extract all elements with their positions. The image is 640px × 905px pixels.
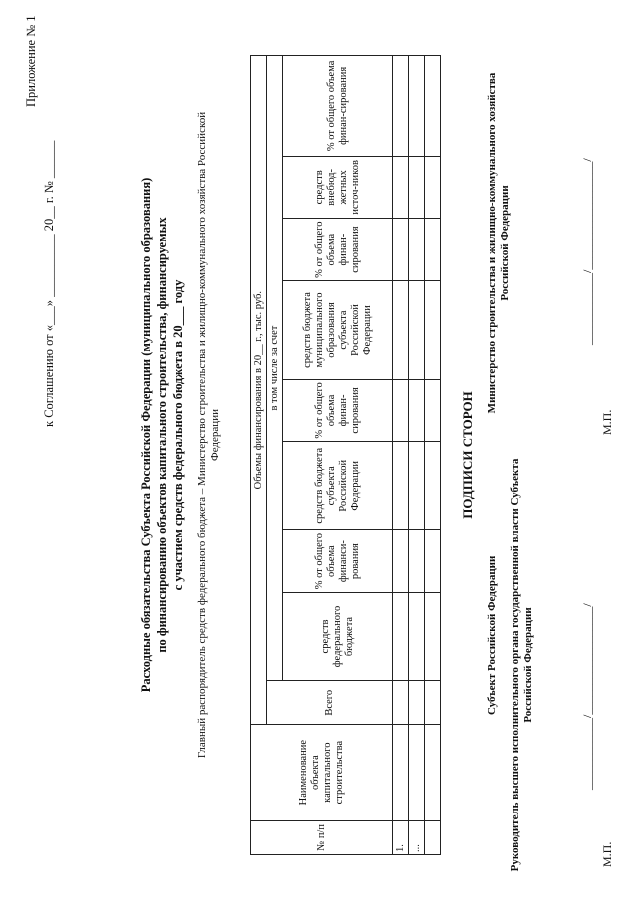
table-cell xyxy=(409,442,425,530)
header-object-name: Наименование объекта капитального строительства xyxy=(251,725,393,820)
header-total: Всего xyxy=(267,681,393,725)
title-line-1: Расходные обязательства Субъекта Российской Федерации (муниципального образования) xyxy=(139,177,153,693)
table-cell xyxy=(425,592,441,680)
table-cell xyxy=(393,156,409,218)
table-cell xyxy=(409,530,425,592)
header-federal-budget: средств федерального бюджета xyxy=(283,592,393,680)
table-cell xyxy=(409,592,425,680)
header-financing-volumes: Объемы финансирования в 20__ г., тыс. руб. xyxy=(251,56,267,725)
table-cell xyxy=(393,725,409,820)
left-signature-line: ____________/__________________/ xyxy=(580,603,594,790)
table-cell xyxy=(409,218,425,280)
left-party-position: Руководитель высшего исполнительного органа государственной власти Субъекта Российской Федерации xyxy=(509,458,534,872)
table-cell xyxy=(409,281,425,379)
table-row xyxy=(425,56,441,855)
table-cell xyxy=(409,725,425,820)
title-line-3: с участием средств федерального бюджета в 20___ году xyxy=(171,279,185,591)
table-row xyxy=(409,56,425,855)
table-cell xyxy=(393,530,409,592)
right-signature-line: ____________/__________________/ xyxy=(580,158,594,345)
table-cell xyxy=(425,156,441,218)
left-seal-label: М.П. xyxy=(600,841,614,867)
table-cell xyxy=(425,530,441,592)
left-party-label: Субъект Российской Федерации xyxy=(486,555,498,715)
table-cell xyxy=(425,725,441,820)
row-num: ... xyxy=(409,820,425,854)
table-row xyxy=(393,56,409,855)
table-cell xyxy=(425,281,441,379)
header-federal-percent: % от общего объема финанси-рования xyxy=(283,530,393,592)
row-num: 1. xyxy=(393,820,409,854)
header-municipal-budget: средств бюджета муниципального образования субъекта Российской Федерации xyxy=(283,281,393,379)
header-regional-percent: % от общего объема финан-сирования xyxy=(283,379,393,441)
administrator-line-1: Главный распорядитель средств федерального бюджета – Министерство строительства и жилищно-коммунального хозяйства Российской xyxy=(196,111,208,759)
table-cell xyxy=(425,56,441,157)
header-municipal-percent: % от общего объема финан-сирования xyxy=(283,218,393,280)
table-cell xyxy=(409,56,425,157)
table-cell xyxy=(393,592,409,680)
table-cell xyxy=(393,218,409,280)
header-including: в том числе за счет xyxy=(267,56,283,681)
signatures-heading: ПОДПИСИ СТОРОН xyxy=(460,391,475,519)
table-cell xyxy=(425,442,441,530)
table-cell xyxy=(425,820,441,854)
table-cell xyxy=(393,681,409,725)
right-seal-label: М.П. xyxy=(600,409,614,435)
administrator-line-2: Федерации xyxy=(209,409,221,461)
appendix-number: Приложение № 1 xyxy=(24,15,38,107)
table-cell xyxy=(393,379,409,441)
header-regional-budget: средств бюджета субъекта Российской Федерации xyxy=(283,442,393,530)
header-extrabudgetary-percent: % от общего объема финан-сирования xyxy=(283,56,393,157)
appendix-agreement-reference: к Соглашению от «___» __________ 20__ г. № ______ xyxy=(42,140,56,427)
right-party-label: Министерство строительства и жилищно-коммунального хозяйства Российской Федерации xyxy=(486,72,511,414)
table-cell xyxy=(409,156,425,218)
table-cell xyxy=(425,681,441,725)
table-cell xyxy=(409,379,425,441)
document-title xyxy=(138,85,186,785)
table-cell xyxy=(425,379,441,441)
budget-administrator xyxy=(196,35,222,835)
financing-table xyxy=(250,55,441,855)
table-cell xyxy=(409,681,425,725)
table-cell xyxy=(393,442,409,530)
title-line-2: по финансированию объектов капитального строительства, финансируемых xyxy=(155,217,169,653)
table-cell xyxy=(425,218,441,280)
header-extrabudgetary: средств внебюд-жетных источ-ников xyxy=(283,156,393,218)
table-cell xyxy=(393,281,409,379)
table-cell xyxy=(393,56,409,157)
header-num: № п/п xyxy=(251,820,393,854)
